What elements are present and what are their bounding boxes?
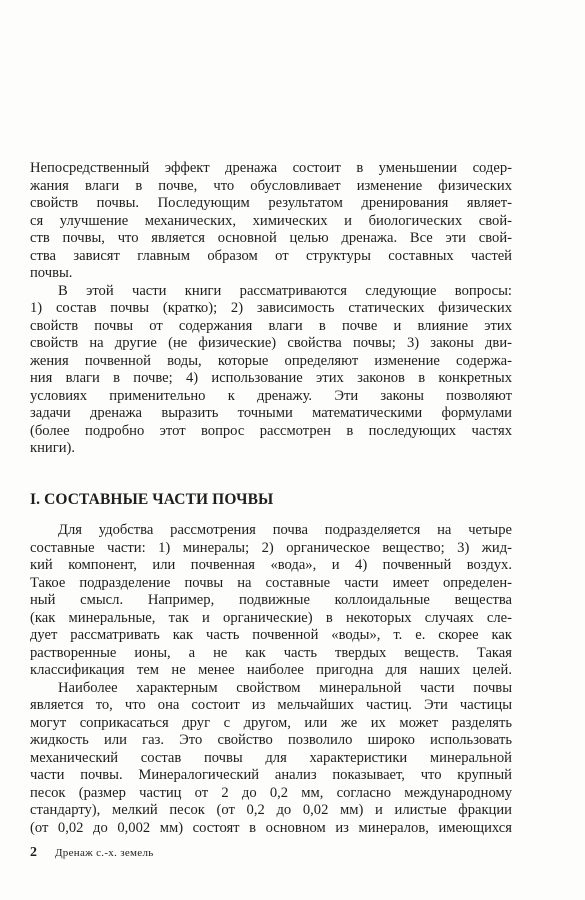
text-line: В этой части книги рассматриваются следующие вопросы: <box>58 282 512 299</box>
text-line: ства зависят главным образом от структуры составных частей <box>30 247 512 264</box>
intro-text <box>30 160 512 458</box>
text-line: свойств почвы от содержания влаги в почве и влияние этих <box>30 317 512 334</box>
section-heading: I. СОСТАВНЫЕ ЧАСТИ ПОЧВЫ <box>30 491 274 508</box>
text-line: жидкость или газ. Это свойство позволило широко использовать <box>30 732 512 748</box>
text-line: условиях применительно к дренажу. Эти законы позволяют <box>30 387 512 404</box>
sheet-signature: Дренаж с.-х. земель <box>55 847 154 859</box>
text-line: части почвы. Минералогический анализ показывает, что крупный <box>30 767 512 783</box>
text-line: Непосредственный эффект дренажа состоит в уменьшении содер- <box>30 160 512 176</box>
text-line: ся улучшение механических, химических и биологических свой- <box>30 212 512 229</box>
section-text <box>30 522 512 837</box>
text-line: жания влаги в почве, что обусловливает изменение физических <box>30 177 512 194</box>
text-line: свойств почвы. Последующим результатом дренирования являет- <box>30 195 512 211</box>
text-line: (более подробно этот вопрос рассмотрен в последующих частях <box>30 422 512 439</box>
text-line: дует рассматривать как часть почвенной «воды», т. е. скорее как <box>30 627 512 643</box>
text-line: песок (размер частиц от 2 до 0,2 мм, согласно международному <box>30 784 512 801</box>
text-line: ный смысл. Например, подвижные коллоидальные вещества <box>30 592 512 608</box>
text-line: стандарту), мелкий песок (от 0,2 до 0,02 мм) и илистые фракции <box>30 802 512 818</box>
text-line: механический состав почвы для характеристики минеральной <box>30 749 512 766</box>
text-line: Наиболее характерным свойством минеральной части почвы <box>58 679 512 696</box>
text-line: почвы. <box>30 265 73 281</box>
text-line: могут соприкасаться друг с другом, или же их может разделять <box>30 714 512 731</box>
text-line: является то, что она состоит из мельчайших частиц. Эти частицы <box>30 697 512 713</box>
text-line: классификация тем не менее наиболее пригодна для наших целей. <box>30 662 512 678</box>
text-line: Такое подразделение почвы на составные части имеет определен- <box>30 574 512 591</box>
text-line: ния влаги в почве; 4) использование этих законов в конкретных <box>30 370 512 386</box>
text-line: Для удобства рассмотрения почва подразделяется на четыре <box>58 522 512 538</box>
text-line: (как минеральные, так и органические) в некоторых случаях сле- <box>30 609 512 626</box>
page-footer <box>30 843 512 862</box>
text-line: растворенные ионы, а не как часть твердых веществ. Такая <box>30 644 512 661</box>
text-line: составные части: 1) минералы; 2) органическое вещество; 3) жид- <box>30 539 512 556</box>
text-line: книги). <box>30 440 76 456</box>
text-line: 1) состав почвы (кратко); 2) зависимость статических физических <box>30 300 512 316</box>
text-line: жения почвенной воды, которые определяют изменение содержа- <box>30 352 512 369</box>
text-line: свойств на другие (не физические) свойства почвы; 3) законы дви- <box>30 335 512 351</box>
text-line: ств почвы, что является основной целью дренажа. Все эти свой- <box>30 230 512 246</box>
text-line: (от 0,02 до 0,002 мм) состоят в основном из минералов, имеющихся <box>30 819 512 836</box>
text-line: задачи дренажа выразить точными математическими формулами <box>30 405 512 421</box>
text-line: кий компонент, или почвенная «вода», и 4) почвенный воздух. <box>30 557 512 573</box>
sheet-number: 2 <box>30 845 37 860</box>
